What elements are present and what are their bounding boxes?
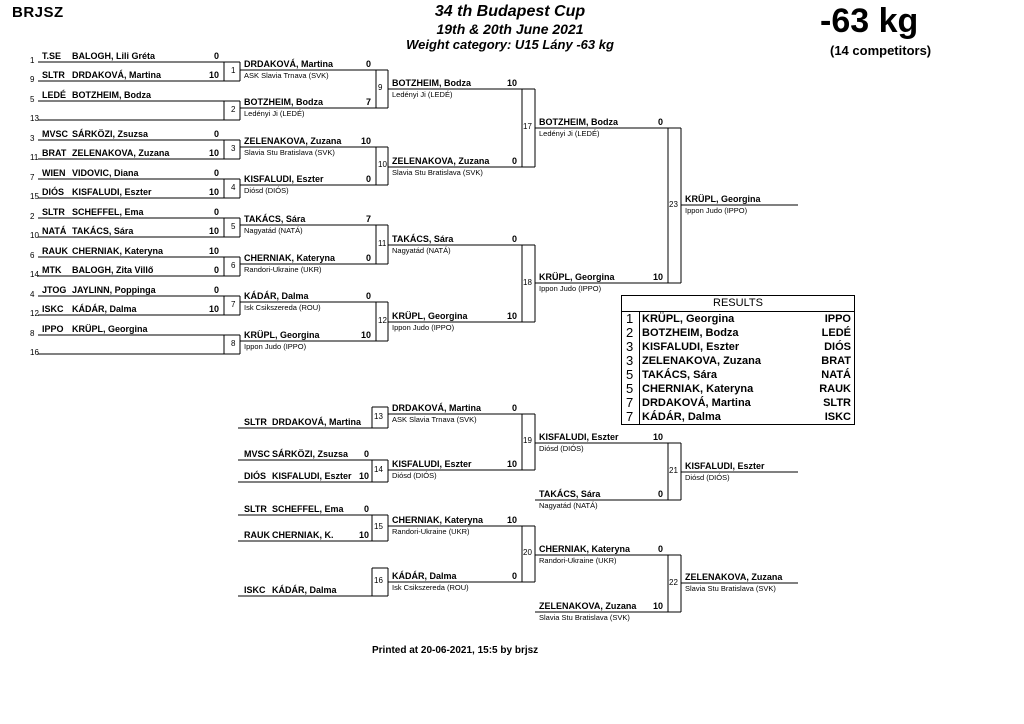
match-winner-name: CHERNIAK, Kateryna bbox=[244, 253, 336, 263]
rep-score: 10 bbox=[358, 471, 369, 481]
result-place: 1 bbox=[626, 311, 634, 326]
entry-score: 10 bbox=[208, 70, 219, 80]
match-winner-club: Ippon Judo (IPPO) bbox=[244, 342, 307, 351]
entry-score: 10 bbox=[208, 148, 219, 158]
rep-score: 10 bbox=[358, 530, 369, 540]
entry-score: 10 bbox=[208, 246, 219, 256]
match-number: 13 bbox=[374, 411, 383, 421]
seed-number: 6 bbox=[30, 251, 35, 260]
bronze-score: 0 bbox=[657, 544, 663, 554]
match-winner-name: ZELENAKOVA, Zuzana bbox=[392, 156, 490, 166]
entry-name: ZELENAKOVA, Zuzana bbox=[72, 148, 170, 158]
match-number: 4 bbox=[231, 182, 236, 192]
match-number: 6 bbox=[231, 260, 236, 270]
match-number: 23 bbox=[669, 200, 678, 209]
match-winner-club: Ledényi Ji (LEDÉ) bbox=[539, 129, 600, 138]
match-number: 1 bbox=[231, 65, 236, 75]
rep-club: MVSC bbox=[244, 449, 271, 459]
match-winner-score: 10 bbox=[506, 78, 517, 88]
results-divider bbox=[639, 396, 640, 410]
entry-name: VIDOVIC, Diana bbox=[72, 168, 139, 178]
seed-number: 15 bbox=[30, 192, 39, 201]
seed-number: 10 bbox=[30, 231, 39, 240]
entry-club: MVSC bbox=[42, 129, 69, 139]
entry-club: MTK bbox=[42, 265, 62, 275]
match-winner-club: Isk Csikszereda (ROU) bbox=[244, 303, 321, 312]
match-winner-club: Ippon Judo (IPPO) bbox=[539, 284, 602, 293]
rep-winner-name: DRDAKOVÁ, Martina bbox=[392, 403, 482, 413]
results-row bbox=[622, 326, 854, 340]
seed-number: 12 bbox=[30, 309, 39, 318]
results-divider bbox=[639, 368, 640, 382]
seed-number: 3 bbox=[30, 134, 35, 143]
rep-score: 0 bbox=[363, 449, 369, 459]
match-winner-score: 0 bbox=[511, 234, 517, 244]
result-club: ISKC bbox=[824, 411, 851, 423]
match-winner-club: Slavia Stu Bratislava (SVK) bbox=[244, 148, 335, 157]
match-number: 11 bbox=[378, 238, 387, 248]
match-winner-score: 10 bbox=[652, 272, 663, 282]
bronze-winner-name: ZELENAKOVA, Zuzana bbox=[685, 572, 783, 582]
match-winner-score: 0 bbox=[365, 174, 371, 184]
results-row bbox=[622, 354, 854, 368]
result-place: 2 bbox=[626, 325, 634, 340]
match-number: 5 bbox=[231, 221, 236, 231]
result-club: LEDÉ bbox=[821, 327, 851, 339]
bronze-name: TAKÁCS, Sára bbox=[539, 489, 601, 499]
rep-winner-name: KISFALUDI, Eszter bbox=[392, 459, 472, 469]
match-winner-name: TAKÁCS, Sára bbox=[392, 234, 454, 244]
rep-winner-club: Isk Csikszereda (ROU) bbox=[392, 583, 469, 592]
match-number: 21 bbox=[669, 465, 678, 475]
weight-label: -63 kg bbox=[820, 2, 919, 40]
results-table bbox=[621, 295, 855, 425]
match-number: 16 bbox=[374, 576, 383, 585]
match-winner-score: 10 bbox=[360, 330, 371, 340]
match-winner-name: BOTZHEIM, Bodza bbox=[392, 78, 471, 88]
results-row bbox=[622, 382, 854, 396]
entry-score: 0 bbox=[213, 207, 219, 217]
entry-club: SLTR bbox=[42, 70, 65, 80]
rep-winner-score: 0 bbox=[511, 571, 517, 581]
entry-club: WIEN bbox=[42, 168, 66, 178]
match-number: 18 bbox=[523, 277, 532, 287]
match-winner-score: 7 bbox=[365, 97, 371, 107]
rep-winner-score: 10 bbox=[506, 459, 517, 469]
match-winner-club: ASK Slavia Trnava (SVK) bbox=[244, 71, 329, 80]
match-winner-club: Ledényi Ji (LEDÉ) bbox=[392, 90, 453, 99]
match-winner-score: 10 bbox=[506, 311, 517, 321]
bronze-club: Slavia Stu Bratislava (SVK) bbox=[539, 613, 630, 622]
bronze-club: Diósd (DIÓS) bbox=[539, 444, 584, 453]
entry-score: 10 bbox=[208, 226, 219, 236]
match-winner-score: 0 bbox=[365, 291, 371, 301]
entry-name: SCHEFFEL, Ema bbox=[72, 207, 144, 217]
bronze-name: KISFALUDI, Eszter bbox=[539, 432, 619, 442]
bronze-name: ZELENAKOVA, Zuzana bbox=[539, 601, 637, 611]
result-place: 5 bbox=[626, 381, 634, 396]
result-club: IPPO bbox=[824, 313, 851, 325]
match-number: 7 bbox=[231, 299, 236, 309]
match-winner-name: DRDAKOVÁ, Martina bbox=[244, 59, 334, 69]
result-club: BRAT bbox=[821, 355, 851, 367]
result-club: DIÓS bbox=[824, 341, 851, 353]
entry-score: 0 bbox=[213, 51, 219, 61]
entry-name: TAKÁCS, Sára bbox=[72, 226, 134, 236]
rep-club: ISKC bbox=[244, 585, 266, 595]
result-club: SLTR bbox=[823, 397, 851, 409]
rep-name: SCHEFFEL, Ema bbox=[272, 504, 344, 514]
match-winner-name: KRÜPL, Georgina bbox=[244, 330, 320, 340]
result-club: NATÁ bbox=[821, 369, 851, 381]
results-row bbox=[622, 368, 854, 382]
entry-score: 0 bbox=[213, 129, 219, 139]
rep-club: SLTR bbox=[244, 417, 267, 427]
rep-winner-club: Randori-Ukraine (UKR) bbox=[392, 527, 470, 536]
match-number: 2 bbox=[231, 104, 236, 114]
results-divider bbox=[639, 410, 640, 424]
match-number: 10 bbox=[378, 160, 387, 169]
result-name: KISFALUDI, Eszter bbox=[642, 341, 740, 353]
tournament-title: 34 th Budapest Cup bbox=[434, 3, 586, 20]
seed-number: 2 bbox=[30, 212, 35, 221]
match-number: 17 bbox=[523, 122, 532, 131]
rep-name: SÁRKÖZI, Zsuzsa bbox=[272, 449, 349, 459]
entry-club: ISKC bbox=[42, 304, 64, 314]
seed-number: 16 bbox=[30, 348, 39, 357]
rep-score: 0 bbox=[363, 504, 369, 514]
match-winner-name: BOTZHEIM, Bodza bbox=[244, 97, 323, 107]
match-number: 14 bbox=[374, 465, 383, 474]
seed-number: 4 bbox=[30, 290, 35, 299]
entry-score: 10 bbox=[208, 304, 219, 314]
bronze-club: Randori-Ukraine (UKR) bbox=[539, 556, 617, 565]
bronze-club: Nagyatád (NATÁ) bbox=[539, 501, 598, 510]
match-winner-name: KISFALUDI, Eszter bbox=[244, 174, 324, 184]
match-winner-name: KRÜPL, Georgina bbox=[392, 311, 468, 321]
results-row bbox=[622, 396, 854, 410]
bronze-score: 10 bbox=[652, 601, 663, 611]
weight-category: Weight category: U15 Lány -63 kg bbox=[406, 37, 614, 52]
result-name: KÁDÁR, Dalma bbox=[642, 411, 721, 423]
bronze-score: 0 bbox=[657, 489, 663, 499]
rep-club: SLTR bbox=[244, 504, 267, 514]
seed-number: 11 bbox=[30, 153, 39, 162]
bronze-name: CHERNIAK, Kateryna bbox=[539, 544, 631, 554]
match-winner-score: 0 bbox=[511, 156, 517, 166]
result-place: 7 bbox=[626, 395, 634, 410]
match-winner-club: Slavia Stu Bratislava (SVK) bbox=[392, 168, 483, 177]
match-winner-club: Ledényi Ji (LEDÉ) bbox=[244, 109, 305, 118]
match-winner-score: 0 bbox=[365, 59, 371, 69]
rep-winner-club: ASK Slavia Trnava (SVK) bbox=[392, 415, 477, 424]
rep-name: KISFALUDI, Eszter bbox=[272, 471, 352, 481]
seed-number: 5 bbox=[30, 95, 35, 104]
result-name: CHERNIAK, Kateryna bbox=[642, 383, 754, 395]
entry-name: CHERNIAK, Kateryna bbox=[72, 246, 164, 256]
match-winner-club: Nagyatád (NATÁ) bbox=[244, 226, 303, 235]
rep-club: DIÓS bbox=[244, 471, 267, 481]
seed-number: 8 bbox=[30, 329, 35, 338]
entry-club: NATÁ bbox=[42, 226, 67, 236]
rep-winner-name: CHERNIAK, Kateryna bbox=[392, 515, 484, 525]
match-winner-score: 0 bbox=[365, 253, 371, 263]
entry-score: 0 bbox=[213, 285, 219, 295]
results-divider bbox=[639, 354, 640, 368]
result-place: 3 bbox=[626, 339, 634, 354]
results-divider bbox=[639, 326, 640, 340]
bronze-score: 10 bbox=[652, 432, 663, 442]
entry-name: DRDAKOVÁ, Martina bbox=[72, 70, 162, 80]
match-winner-name: KRÜPL, Georgina bbox=[539, 272, 615, 282]
result-place: 5 bbox=[626, 367, 634, 382]
seed-number: 1 bbox=[30, 56, 35, 65]
match-number: 22 bbox=[669, 577, 678, 587]
competitor-count: (14 competitors) bbox=[830, 43, 932, 58]
bronze-winner-name: KISFALUDI, Eszter bbox=[685, 461, 765, 471]
seed-number: 9 bbox=[30, 75, 35, 84]
match-winner-club: Nagyatád (NATÁ) bbox=[392, 246, 451, 255]
result-place: 7 bbox=[626, 409, 634, 424]
match-number: 19 bbox=[523, 436, 532, 445]
entry-name: BOTZHEIM, Bodza bbox=[72, 90, 151, 100]
result-name: ZELENAKOVA, Zuzana bbox=[642, 355, 761, 367]
seed-number: 14 bbox=[30, 270, 39, 279]
entry-club: DIÓS bbox=[42, 187, 65, 197]
print-footer: Printed at 20-06-2021, 15:5 by brjsz bbox=[372, 645, 539, 656]
match-winner-name: KÁDÁR, Dalma bbox=[244, 291, 309, 301]
entry-name: KISFALUDI, Eszter bbox=[72, 187, 152, 197]
match-winner-club: Ippon Judo (IPPO) bbox=[392, 323, 455, 332]
tournament-dates: 19th & 20th June 2021 bbox=[436, 21, 584, 37]
entry-score: 0 bbox=[213, 168, 219, 178]
entry-name: BALOGH, Lili Gréta bbox=[72, 51, 156, 61]
entry-club: SLTR bbox=[42, 207, 65, 217]
entry-name: KÁDÁR, Dalma bbox=[72, 304, 137, 314]
results-divider bbox=[639, 382, 640, 396]
final-winner-club: Ippon Judo (IPPO) bbox=[685, 206, 748, 215]
rep-winner-club: Diósd (DIÓS) bbox=[392, 471, 437, 480]
match-number: 9 bbox=[378, 83, 383, 92]
result-name: KRÜPL, Georgina bbox=[642, 313, 735, 325]
entry-name: BALOGH, Zita Villő bbox=[72, 265, 154, 275]
results-row bbox=[622, 410, 854, 424]
match-winner-club: Diósd (DIÓS) bbox=[244, 186, 289, 195]
rep-name: CHERNIAK, K. bbox=[272, 530, 334, 540]
organizer-label: BRJSZ bbox=[12, 4, 64, 21]
entry-club: BRAT bbox=[42, 148, 67, 158]
match-winner-score: 7 bbox=[365, 214, 371, 224]
rep-club: RAUK bbox=[244, 530, 270, 540]
match-winner-score: 0 bbox=[657, 117, 663, 127]
entry-club: LEDÉ bbox=[42, 90, 67, 100]
rep-winner-score: 0 bbox=[511, 403, 517, 413]
results-title: RESULTS bbox=[622, 296, 854, 312]
rep-winner-score: 10 bbox=[506, 515, 517, 525]
match-winner-name: ZELENAKOVA, Zuzana bbox=[244, 136, 342, 146]
match-number: 12 bbox=[378, 315, 387, 325]
entry-name: SÁRKÖZI, Zsuzsa bbox=[72, 129, 149, 139]
match-number: 20 bbox=[523, 548, 532, 557]
seed-number: 7 bbox=[30, 173, 35, 182]
entry-score: 0 bbox=[213, 265, 219, 275]
match-number: 15 bbox=[374, 522, 383, 531]
final-winner-name: KRÜPL, Georgina bbox=[685, 194, 761, 204]
rep-name: DRDAKOVÁ, Martina bbox=[272, 417, 362, 427]
match-number: 8 bbox=[231, 338, 236, 348]
result-name: BOTZHEIM, Bodza bbox=[642, 327, 739, 339]
bronze-winner-club: Slavia Stu Bratislava (SVK) bbox=[685, 584, 776, 593]
result-club: RAUK bbox=[819, 383, 851, 395]
match-winner-club: Randori-Ukraine (UKR) bbox=[244, 265, 322, 274]
bronze-winner-club: Diósd (DIÓS) bbox=[685, 473, 730, 482]
entry-name: JAYLINN, Poppinga bbox=[72, 285, 156, 295]
entry-name: KRÜPL, Georgina bbox=[72, 324, 148, 334]
results-row bbox=[622, 312, 854, 326]
entry-club: IPPO bbox=[42, 324, 64, 334]
results-divider bbox=[639, 340, 640, 354]
entry-club: RAUK bbox=[42, 246, 68, 256]
match-winner-score: 10 bbox=[360, 136, 371, 146]
entry-score: 10 bbox=[208, 187, 219, 197]
match-winner-name: TAKÁCS, Sára bbox=[244, 214, 306, 224]
entry-club: JTOG bbox=[42, 285, 67, 295]
results-row bbox=[622, 340, 854, 354]
entry-club: T.SE bbox=[42, 51, 62, 61]
match-winner-name: BOTZHEIM, Bodza bbox=[539, 117, 618, 127]
match-number: 3 bbox=[231, 143, 236, 153]
results-divider bbox=[639, 312, 640, 326]
rep-winner-name: KÁDÁR, Dalma bbox=[392, 571, 457, 581]
result-name: DRDAKOVÁ, Martina bbox=[642, 397, 751, 409]
result-place: 3 bbox=[626, 353, 634, 368]
result-name: TAKÁCS, Sára bbox=[642, 369, 717, 381]
rep-name: KÁDÁR, Dalma bbox=[272, 585, 337, 595]
seed-number: 13 bbox=[30, 114, 39, 123]
